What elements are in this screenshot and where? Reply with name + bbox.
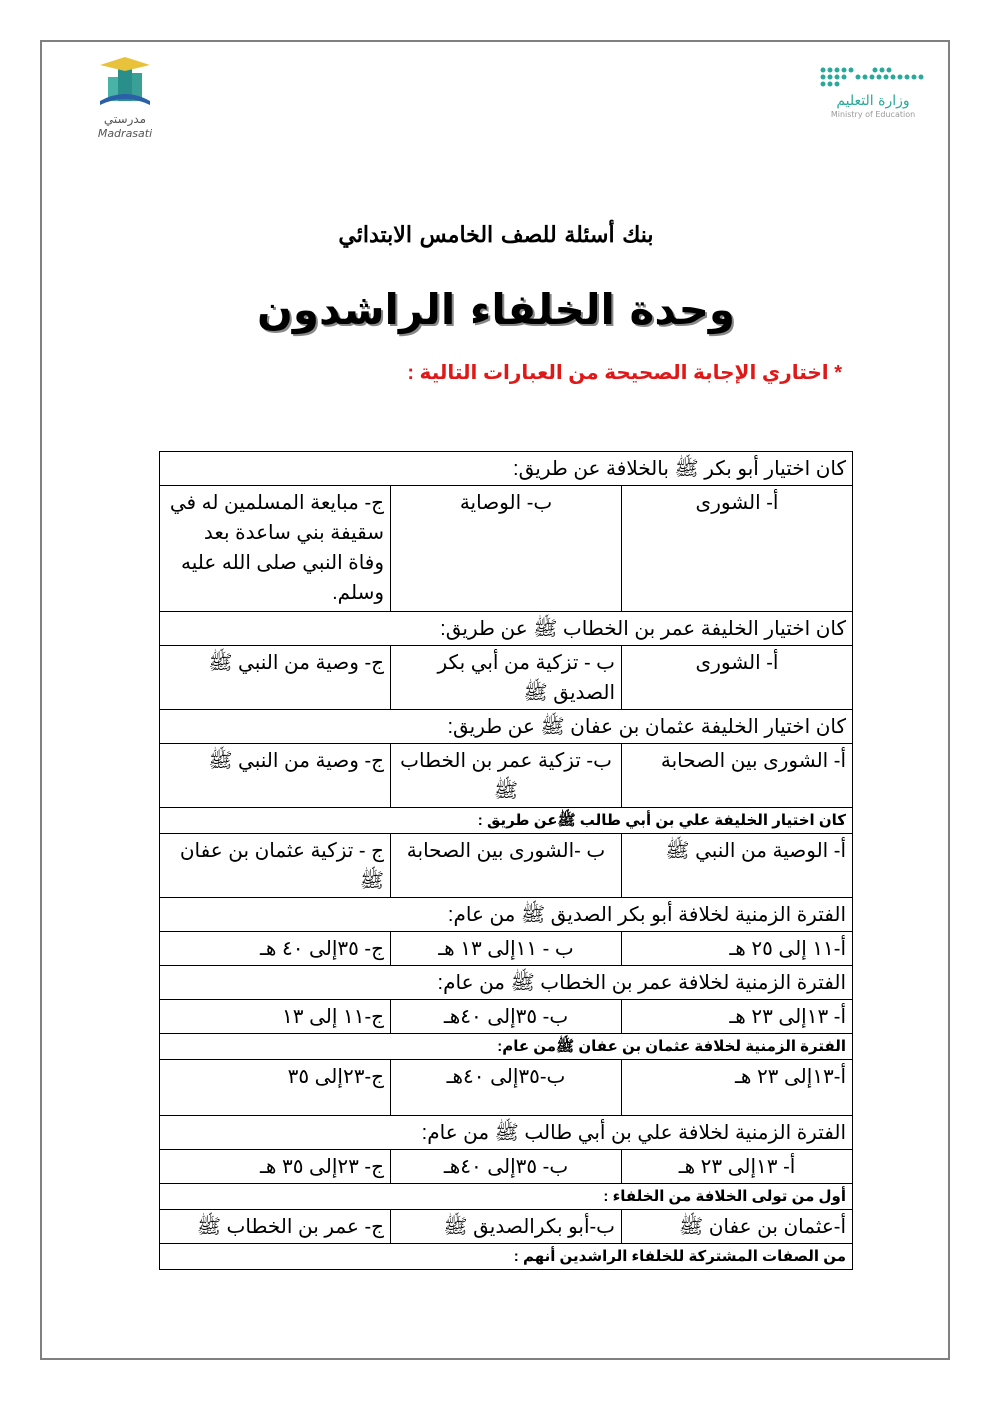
option-a: أ- الوصية من النبي ﷺ — [622, 834, 853, 898]
question-text: الفترة الزمنية لخلافة عثمان بن عفان ﷺمن عام: — [160, 1034, 853, 1060]
madrasati-logo-latin: Madrasati — [97, 127, 153, 140]
options-row — [160, 1000, 853, 1034]
questions-table — [159, 451, 853, 1270]
option-c: ج- ٢٣إلى ٣٥ هـ — [160, 1150, 391, 1184]
madrasati-logo — [80, 55, 170, 145]
question-text: كان اختيار الخليفة علي بن أبي طالب ﷺعن طريق : — [160, 808, 853, 834]
option-b: ب -الشورى بين الصحابة — [391, 834, 622, 898]
options-row — [160, 1210, 853, 1244]
option-a: أ- ١٣إلى ٢٣ هـ — [622, 1000, 853, 1034]
question-row — [160, 1034, 853, 1060]
question-row — [160, 808, 853, 834]
option-a: أ- ١٣إلى ٢٣ هـ — [622, 1150, 853, 1184]
option-c: ج-٢٣إلى ٣٥ — [160, 1060, 391, 1116]
option-c: ج- ٣٥إلى ٤٠ هـ — [160, 932, 391, 966]
question-row — [160, 1184, 853, 1210]
option-b: ب- تزكية عمر بن الخطاب ﷺ — [391, 744, 622, 808]
question-row — [160, 710, 853, 744]
option-a: أ-عثمان بن عفان ﷺ — [622, 1210, 853, 1244]
option-c: ج- عمر بن الخطاب ﷺ — [160, 1210, 391, 1244]
question-text: أول من تولى الخلافة من الخلفاء : — [160, 1184, 853, 1210]
question-row — [160, 1116, 853, 1150]
question-text: من الصفات المشتركة للخلفاء الراشدين أنهم : — [160, 1244, 853, 1270]
question-text: الفترة الزمنية لخلافة أبو بكر الصديق ﷺ من عام: — [160, 898, 853, 932]
question-text: كان اختيار الخليفة عمر بن الخطاب ﷺ عن طريق: — [160, 612, 853, 646]
options-row — [160, 744, 853, 808]
ministry-logo — [815, 62, 930, 122]
option-b: ب- ٣٥إلى ٤٠هـ — [391, 1000, 622, 1034]
option-c: ج- وصية من النبي ﷺ — [160, 744, 391, 808]
option-c: ج-١١ إلى ١٣ — [160, 1000, 391, 1034]
option-b: ب - تزكية من أبي بكر الصديق ﷺ — [391, 646, 622, 710]
option-b: ب - ١١إلى ١٣ هـ — [391, 932, 622, 966]
question-row — [160, 898, 853, 932]
option-c: ج- وصية من النبي ﷺ — [160, 646, 391, 710]
question-row — [160, 1244, 853, 1270]
option-a: أ- الشورى — [622, 486, 853, 612]
options-row — [160, 486, 853, 612]
bank-title: بنك أسئلة للصف الخامس الابتدائي — [338, 222, 654, 248]
option-a: أ- الشورى بين الصحابة — [622, 744, 853, 808]
option-a: أ- الشورى — [622, 646, 853, 710]
question-text: الفترة الزمنية لخلافة علي بن أبي طالب ﷺ من عام: — [160, 1116, 853, 1150]
option-c: ج- مبايعة المسلمين له في سقيفة بني ساعدة بعد وفاة النبي صلى الله عليه وسلم. — [160, 486, 391, 612]
options-row — [160, 834, 853, 898]
options-row — [160, 1150, 853, 1184]
ministry-logo-latin: Ministry of Education — [830, 110, 916, 119]
question-row — [160, 452, 853, 486]
question-row — [160, 966, 853, 1000]
instruction: * اختاري الإجابة الصحيحة من العبارات التالية : — [407, 362, 842, 384]
ministry-logo-arabic: وزارة التعليم — [836, 93, 910, 109]
options-row — [160, 646, 853, 710]
unit-title: وحدة الخلفاء الراشدون — [257, 285, 735, 334]
option-b: ب-أبو بكرالصديق ﷺ — [391, 1210, 622, 1244]
option-b: ب-٣٥إلى ٤٠هـ — [391, 1060, 622, 1116]
question-row — [160, 612, 853, 646]
options-row — [160, 1060, 853, 1116]
option-b: ب- ٣٥إلى ٤٠هـ — [391, 1150, 622, 1184]
option-a: أ-١٣إلى ٢٣ هـ — [622, 1060, 853, 1116]
question-text: كان اختيار الخليفة عثمان بن عفان ﷺ عن طريق: — [160, 710, 853, 744]
option-b: ب- الوصاية — [391, 486, 622, 612]
option-a: أ-١١ إلى ٢٥ هـ — [622, 932, 853, 966]
option-c: ج - تزكية عثمان بن عفان ﷺ — [160, 834, 391, 898]
madrasati-logo-arabic: مدرستي — [103, 112, 147, 126]
question-text: الفترة الزمنية لخلافة عمر بن الخطاب ﷺ من عام: — [160, 966, 853, 1000]
question-text: كان اختيار أبو بكر ﷺ بالخلافة عن طريق: — [160, 452, 853, 486]
options-row — [160, 932, 853, 966]
